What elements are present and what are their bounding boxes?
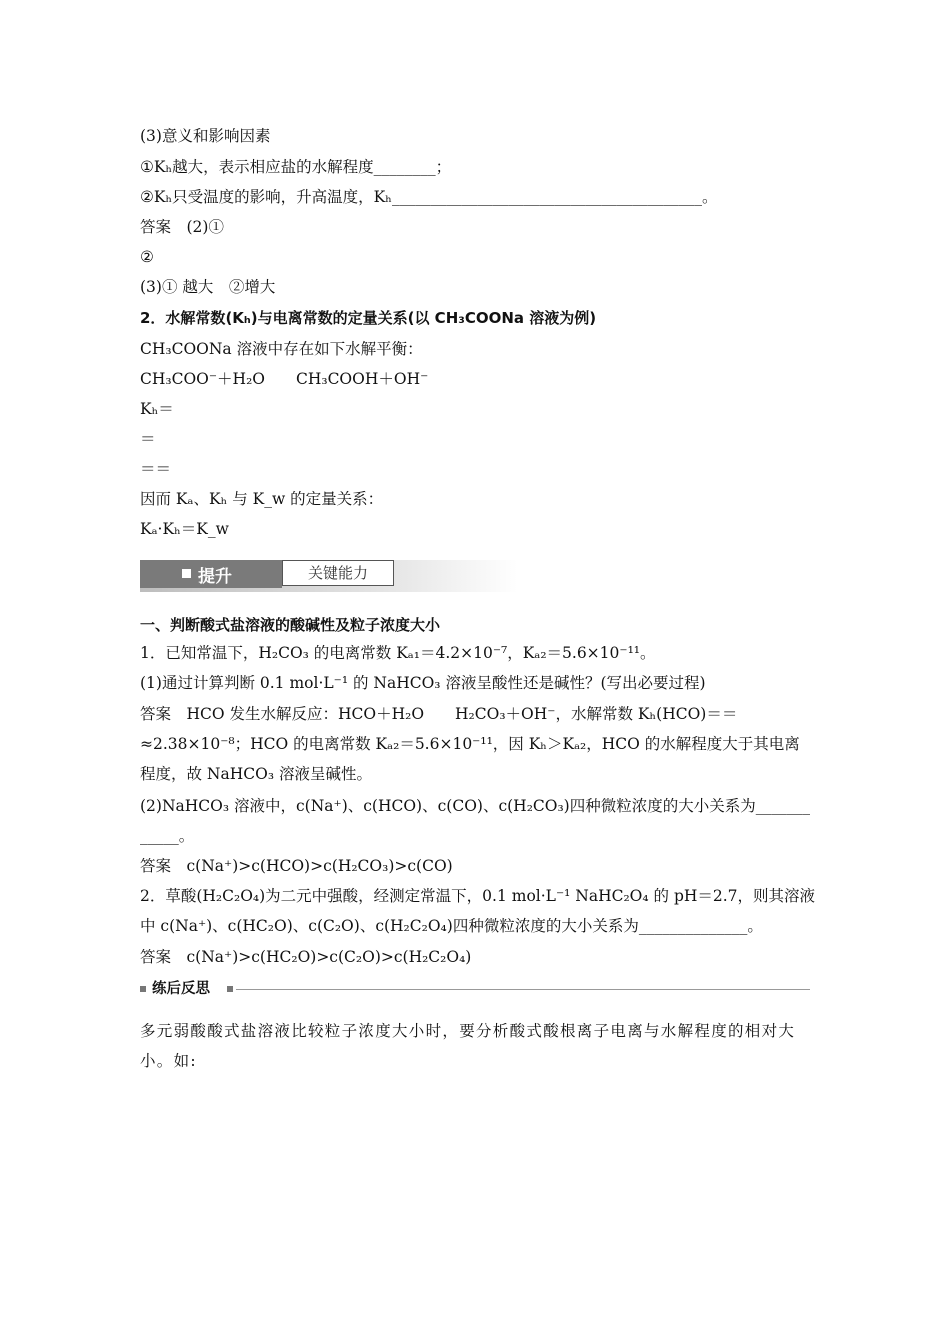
section-heading: 一、判断酸式盐溶液的酸碱性及粒子浓度大小 [140, 616, 441, 634]
section-heading: 2．水解常数(Kₕ)与电离常数的定量关系(以 CH₃COONa 溶液为例) [140, 309, 597, 327]
answer-line: 答案 c(Na⁺)>c(HCO)>c(H₂CO₃)>c(CO) [140, 857, 453, 875]
square-bullet-icon [140, 986, 146, 992]
reflection-text: 多元弱酸酸式盐溶液比较粒子浓度大小时，要分析酸式酸根离子电离与水解程度的相对大小。如: [140, 1022, 796, 1070]
text-line: (3)① 越大 ②增大 [140, 278, 276, 296]
equation-line: CH₃COO⁻＋H₂O CH₃COOH＋OH⁻ [140, 370, 429, 388]
square-bullet-icon [182, 569, 191, 578]
equation-line: Kₕ＝ [140, 400, 174, 418]
square-bullet-icon [227, 986, 233, 992]
text-line: ② [140, 248, 154, 266]
question-line: _____。 [140, 827, 195, 845]
text-line: CH₃COONa 溶液中存在如下水解平衡： [140, 340, 423, 358]
text-line: ②Kₕ只受温度的影响，升高温度，Kₕ________________________________________。 [140, 188, 718, 206]
question-line: (1)通过计算判断 0.1 mol·L⁻¹ 的 NaHCO₃ 溶液呈酸性还是碱性？(写出必要过程) [140, 674, 706, 692]
question-line: 1．已知常温下，H₂CO₃ 的电离常数 Kₐ₁＝4.2×10⁻⁷，Kₐ₂＝5.6×10⁻¹¹。 [140, 644, 656, 662]
question-line: (2)NaHCO₃ 溶液中，c(Na⁺)、c(HCO)、c(CO)、c(H₂CO₃)四种微粒浓度的大小关系为_______ [140, 797, 810, 815]
text-line: 因而 Kₐ、Kₕ 与 K_w 的定量关系： [140, 490, 384, 508]
answer-line: 答案 c(Na⁺)>c(HC₂O)>c(C₂O)>c(H₂C₂O₄) [140, 948, 472, 966]
banner-box-label: 关键能力 [307, 564, 368, 582]
answer-line: 答案 HCO 发生水解反应：HCO＋H₂O H₂CO₃＋OH⁻，水解常数 Kₕ(HCO)＝＝ [140, 705, 738, 723]
text-line: ①Kₕ越大，表示相应盐的水解程度________； [140, 158, 452, 176]
equation-line: ＝ [140, 430, 156, 448]
question-line: 中 c(Na⁺)、c(HC₂O)、c(C₂O)、c(H₂C₂O₄)四种微粒浓度的大小关系为______________。 [140, 917, 763, 935]
section-banner [140, 548, 518, 600]
reflection-title: 练后反思 [152, 981, 210, 997]
answer-line: 程度，故 NaHCO₃ 溶液呈碱性。 [140, 765, 372, 783]
banner-box [282, 560, 394, 586]
equation-line: ＝＝ [140, 460, 172, 478]
banner-label: 提升 [198, 567, 232, 587]
divider [236, 989, 810, 990]
equation-line: Kₐ·Kₕ＝K_w [140, 520, 229, 538]
answer-line: 答案 (2)① [140, 218, 224, 236]
answer-line: ≈2.38×10⁻⁸；HCO 的电离常数 Kₐ₂＝5.6×10⁻¹¹，因 Kₕ＞Kₐ₂，HCO 的水解程度大于其电离 [140, 735, 800, 753]
question-line: 2．草酸(H₂C₂O₄)为二元中强酸，经测定常温下，0.1 mol·L⁻¹ NaHC₂O₄ 的 pH＝2.7，则其溶液 [140, 887, 816, 905]
text-line: (3)意义和影响因素 [140, 127, 271, 145]
